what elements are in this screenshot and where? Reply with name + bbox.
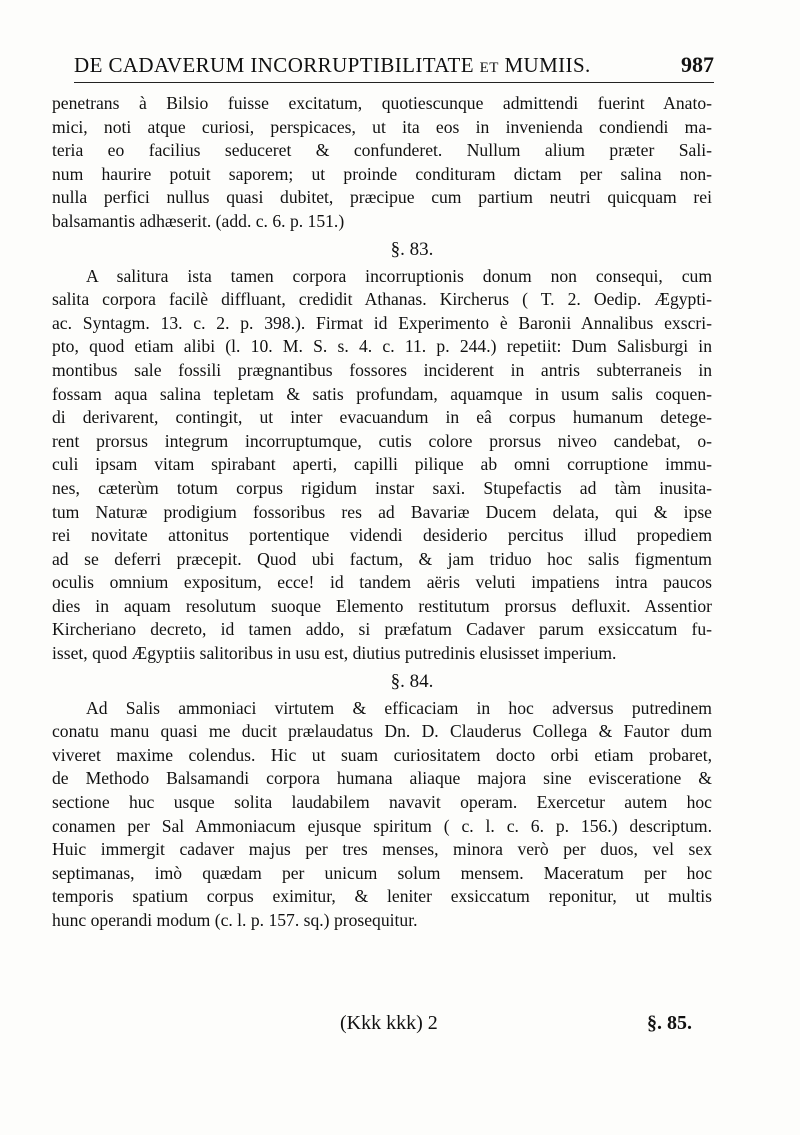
paragraph-1 bbox=[52, 92, 712, 234]
text-line: septimanas, imò quædam per unicum solum mensem. Maceratum per hoc bbox=[52, 862, 712, 883]
section-heading-83: §. 83. bbox=[390, 238, 434, 260]
text-line: nulla perfici nullus quasi dubitet, præcipue cum partium neutri quicquam rei bbox=[52, 187, 712, 208]
text-line: ad se deferri præcepit. Quod ubi factum, & jam triduo hoc salis figmentum bbox=[52, 548, 712, 569]
text-line: sectione huc usque solita laudabilem navavit operam. Exercetur autem hoc bbox=[52, 792, 712, 813]
text-line: culi ipsam vitam spirabant aperti, capilli pilique ab omni corruptione immu- bbox=[52, 454, 712, 475]
signature-mark: (Kkk kkk) 2 bbox=[340, 1012, 438, 1034]
text-line: rei novitate attonitus portentique videndi desiderio percitus illud propediem bbox=[52, 525, 712, 546]
text-line: teria eo facilius seduceret & confunderet. Nullum alium præter Sali- bbox=[52, 140, 712, 161]
running-head bbox=[74, 52, 714, 83]
running-head-title-part2: MUMIIS. bbox=[504, 53, 591, 77]
text-line: mici, noti atque curiosi, perspicaces, ut ita eos in invenienda condiendi ma- bbox=[52, 116, 712, 137]
text-line: tum Naturæ prodigium fossoribus res ad Bavariæ Ducem delata, qui & ipse bbox=[52, 501, 712, 522]
text-line: Huic immergit cadaver majus per tres menses, minora verò per duos, vel sex bbox=[52, 839, 712, 860]
running-head-title-part1: DE CADAVERUM INCORRUPTIBILITATE bbox=[74, 53, 474, 77]
catchword: §. 85. bbox=[647, 1012, 692, 1034]
paragraph-2 bbox=[52, 265, 712, 666]
text-line: num haurire potuit saporem; ut proinde condituram dictam per salina non- bbox=[52, 163, 712, 184]
text-line: Kircheriano decreto, id tamen addo, si præfatum Cadaver parum exsiccatum fu- bbox=[52, 619, 712, 640]
text-line: rent prorsus integrum incorruptumque, cutis colore prorsus niveo candebat, o- bbox=[52, 430, 712, 451]
text-line: A salitura ista tamen corpora incorruptionis donum non consequi, cum bbox=[86, 265, 712, 286]
text-line: viveret maxime colendus. Hic ut suam curiositatem docto orbi etiam probaret, bbox=[52, 744, 712, 765]
text-line: pto, quod etiam alibi (l. 10. M. S. s. 4. c. 11. p. 244.) repetiit: Dum Salisburgi in bbox=[52, 336, 712, 357]
text-line: dies in aquam resolutum suoque Elemento restitutum prorsus defluxit. Assentior bbox=[52, 595, 712, 616]
text-line: penetrans à Bilsio fuisse excitatum, quotiescunque admittendi fuerint Anato- bbox=[52, 93, 712, 113]
text-line: salita corpora facilè diffluant, credidit Athanas. Kircherus ( T. 2. Oedip. Ægypti- bbox=[52, 289, 712, 310]
page-body bbox=[52, 92, 712, 933]
text-line: temporis spatium corpus eximitur, & leniter exsiccatum reponitur, ut multis bbox=[52, 886, 712, 907]
text-line: balsamantis adhæserit. (add. c. 6. p. 151.) bbox=[52, 210, 345, 231]
text-line: de Methodo Balsamandi corpora humana aliaque majora sine evisceratione & bbox=[52, 768, 712, 789]
section-heading-84: §. 84. bbox=[390, 670, 434, 692]
text-line: montibus sale fossili prægnantibus fossores inciderent in antris subterraneis in bbox=[52, 359, 712, 380]
text-line: fossam aqua salina tepletam & satis profundam, aquamque in usum salis coquen- bbox=[52, 383, 712, 404]
text-line: conatu manu quasi me ducit prælaudatus Dn. D. Clauderus Collega & Fautor dum bbox=[52, 721, 712, 742]
text-line: hunc operandi modum (c. l. p. 157. sq.) prosequitur. bbox=[52, 910, 418, 930]
text-line: conamen per Sal Ammoniacum ejusque spiritum ( c. l. c. 6. p. 156.) descriptum. bbox=[52, 815, 712, 836]
text-line: ac. Syntagm. 13. c. 2. p. 398.). Firmat id Experimento è Baronii Annalibus exscri- bbox=[52, 312, 712, 333]
text-line: nes, cæterùm totum corpus rigidum instar saxi. Stupefactis ad tàm inusita- bbox=[52, 477, 712, 498]
text-line: Ad Salis ammoniaci virtutem & efficaciam in hoc adversus putredinem bbox=[86, 697, 712, 718]
text-line: isset, quod Ægyptiis salitoribus in usu est, diutius putredinis elusisset imperium. bbox=[52, 643, 617, 664]
paragraph-3 bbox=[52, 697, 712, 933]
text-line: oculis omnium expositum, ecce! id tandem aëris veluti impatiens intra paucos bbox=[52, 572, 712, 593]
text-line: di derivarent, contingit, ut inter evacuandum in eâ corpus humanum detege- bbox=[52, 407, 712, 428]
page-number: 987 bbox=[681, 52, 714, 77]
running-head-title-et: ET bbox=[479, 60, 499, 76]
running-head-title bbox=[74, 53, 591, 78]
